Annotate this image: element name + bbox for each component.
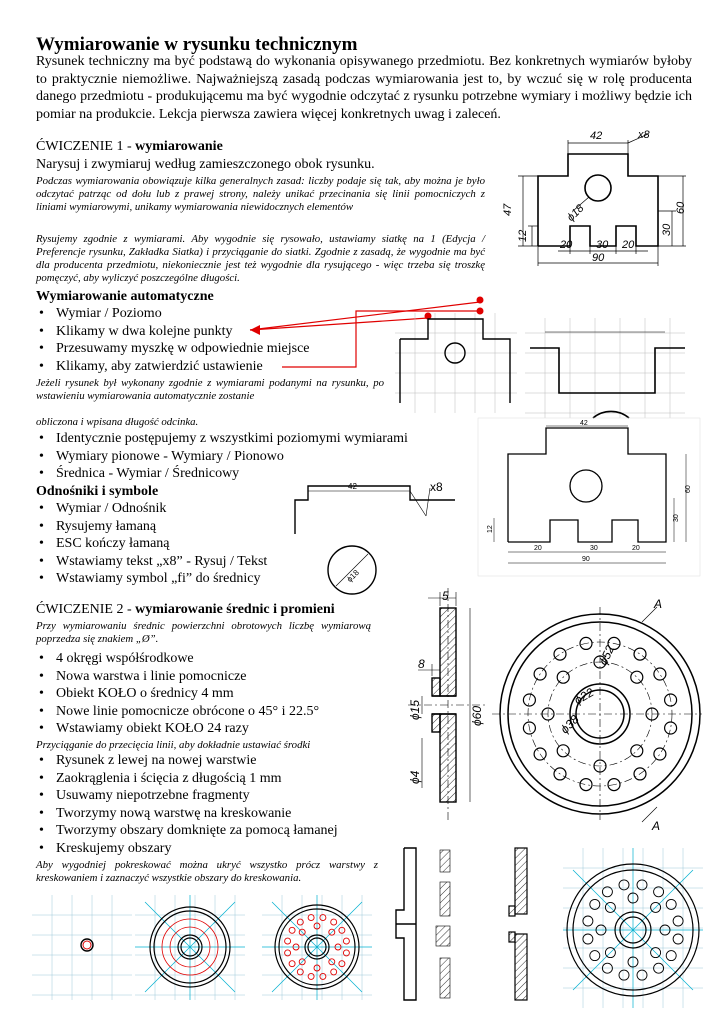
- list-item: • Rysujemy łamaną: [36, 518, 267, 536]
- hole-circle: [331, 969, 337, 975]
- list-item: • Średnica - Wymiar / Średnicowy: [36, 465, 408, 483]
- hole-circle: [634, 648, 646, 660]
- hole-circle: [331, 919, 337, 925]
- list-item: • Wstawiamy obiekt KOŁO 24 razy: [36, 720, 319, 738]
- dimension-x8: x8: [638, 129, 650, 141]
- list-item: • Wymiar / Odnośnik: [36, 500, 267, 518]
- page-title: Wymiarowanie w rysunku technicznym: [36, 34, 358, 55]
- dimension-30: 30: [596, 239, 609, 251]
- hole-circle: [619, 880, 629, 890]
- list-item: • Nowe linie pomocnicze obrócone o 45° i 22.5°: [36, 703, 319, 721]
- list-item: • Nowa warstwa i linie pomocnicze: [36, 668, 319, 686]
- list-item: • Zaokrąglenia i ścięcia z długością 1 mm: [36, 770, 338, 788]
- exercise-2-steps-2: [36, 752, 338, 858]
- dimension-60: 60: [675, 201, 687, 214]
- dimension-42: 42: [590, 130, 603, 142]
- dimension-diameter-38: ϕ38: [557, 712, 582, 737]
- flange-section-drawing: [398, 588, 490, 820]
- dimension-diameter-22: ϕ22: [571, 685, 597, 708]
- marker-dot: [477, 297, 484, 304]
- auto-dimension-heading: Wymiarowanie automatyczne: [36, 289, 214, 304]
- hole-circle: [308, 915, 314, 921]
- hole-circle: [583, 934, 593, 944]
- snap-note: Przyciąganie do przecięcia linii, aby dokładnie ustawiać środki: [36, 739, 311, 751]
- section-marker-A-top: A: [654, 597, 663, 611]
- dimension-30: 30: [590, 545, 598, 552]
- list-item: • Tworzymy obszary domknięte za pomocą łamanej: [36, 822, 338, 840]
- list-item: • Wstawiamy symbol „fi” do średnicy: [36, 570, 267, 588]
- list-item: • Usuwamy niepotrzebne fragmenty: [36, 787, 338, 805]
- list-item: • Wstawiamy tekst „x8” - Rysuj / Tekst: [36, 553, 267, 571]
- dimension-diameter-15: ϕ15: [408, 699, 422, 720]
- dimension-47: 47: [502, 203, 514, 216]
- section-marker-A-bottom: A: [652, 819, 661, 833]
- list-item: • Klikamy w dwa kolejne punkty: [36, 323, 310, 341]
- hole-circle: [619, 970, 629, 980]
- dimension-diameter-18: ϕ18: [345, 568, 361, 584]
- hole-circle: [654, 748, 666, 760]
- step-thumbnail-final: [563, 848, 703, 1008]
- list-item: • Rysunek z lewej na nowej warstwie: [36, 752, 338, 770]
- exercise-2-note: Przy wymiarowaniu średnic powierzchni obrotowych liczbę wymiarową poprzedza się znakiem „Ø”.: [36, 620, 371, 645]
- list-item: • Przesuwamy myszkę w odpowiednie miejsce: [36, 340, 310, 358]
- dimension-5: 5: [442, 589, 449, 603]
- hole-circle: [590, 951, 600, 961]
- dimension-42: 42: [580, 420, 588, 427]
- auto-dimension-snapshot: [395, 313, 517, 413]
- dimension-diameter-60: ϕ60: [470, 705, 484, 726]
- dimension-8: 8: [418, 657, 425, 671]
- dimension-90: 90: [582, 556, 590, 563]
- dimension-diameter-52: ϕ52: [596, 643, 618, 668]
- hole-circle: [631, 671, 643, 683]
- hole-circle: [297, 919, 303, 925]
- references-heading: Odnośniki i symbole: [36, 484, 159, 499]
- step-thumbnail-hatch-areas: [432, 840, 462, 1010]
- list-item: • Obiekt KOŁO o średnicy 4 mm: [36, 685, 319, 703]
- hole-circle: [557, 745, 569, 757]
- hole-circle: [580, 779, 592, 791]
- list-item: • Kreskujemy obszary: [36, 840, 338, 858]
- hole-circle: [637, 880, 647, 890]
- hole-circle: [320, 973, 326, 979]
- exercise-1-title: wymiarowanie: [135, 139, 223, 154]
- hole-circle: [343, 938, 349, 944]
- exercise-1-label: ĆWICZENIE 1 -: [36, 139, 136, 154]
- dimension-diameter-4: ϕ4: [408, 770, 422, 784]
- list-item: • Identycznie postępujemy z wszystkimi poziomymi wymiarami: [36, 430, 408, 448]
- hole-circle: [554, 648, 566, 660]
- dimensioned-screen-drawing: [478, 418, 700, 576]
- dimension-90: 90: [592, 252, 605, 264]
- intro-paragraph: Rysunek techniczny ma być podstawą do wykonania opisywanego przedmiotu. Bez konkretnych wymiarów byłoby to praktycznie niemożliwe. Najważniejszą zasadą podczas wymiarowania jest to, by wczuć się w rolę producenta danego przedmiotu - produkującemu ma być wygodnie odczytać z rysunku potrzebne wymiary i możliwy będzie ich pomiar na produkcie. Lekcja pierwsza zawiera więcej konkretnych uwag i zaleceń.: [36, 54, 692, 122]
- dimension-30-right: 30: [661, 223, 673, 236]
- dimension-12: 12: [517, 229, 529, 242]
- hole-circle: [289, 961, 295, 967]
- dimension-20-left: 20: [560, 239, 573, 251]
- hole-circle: [308, 973, 314, 979]
- dimension-12: 12: [487, 525, 494, 533]
- reference-x8: x8: [430, 480, 443, 494]
- list-item: • Tworzymy nową warstwę na kreskowanie: [36, 805, 338, 823]
- auto-dimension-note-end: obliczona i wpisana długość odcinka.: [36, 416, 199, 428]
- hole-circle: [666, 951, 676, 961]
- flange-front-drawing: [492, 592, 702, 832]
- hole-circle: [654, 668, 666, 680]
- hole-circle: [637, 970, 647, 980]
- hole-circle: [297, 969, 303, 975]
- dimension-42: 42: [348, 482, 357, 491]
- diameter-symbol-snapshot: [320, 540, 385, 600]
- step-thumbnail-circles: [32, 895, 132, 1000]
- hole-circle: [523, 694, 535, 706]
- hole-circle: [583, 916, 593, 926]
- auto-dimension-note: Jeżeli rysunek był wykonany zgodnie z wymiarami podanymi na rysunku, po wstawieniu wymiarowania automatycznie zostanie: [36, 377, 384, 402]
- exercise-2-title: wymiarowanie średnic i promieni: [135, 602, 335, 617]
- exercise-2-label: ĆWICZENIE 2 -: [36, 602, 136, 617]
- reference-leader-snapshot: [290, 478, 460, 538]
- list-item: • 4 okręgi współśrodkowe: [36, 650, 319, 668]
- hole-circle: [320, 915, 326, 921]
- hole-circle: [285, 938, 291, 944]
- list-item: • Wymiar / Poziomo: [36, 305, 310, 323]
- exercise-2-heading: [36, 602, 335, 618]
- hole-circle: [665, 722, 677, 734]
- exercise-1-task: Narysuj i zwymiaruj według zamieszczonego obok rysunku.: [36, 157, 375, 172]
- dimension-line-snapshot: [525, 318, 685, 418]
- hole-circle: [673, 934, 683, 944]
- dimension-30-right: 30: [673, 514, 680, 522]
- hatching-note: Aby wygodniej pokreskować można ukryć wszystko prócz warstwy z kreskowaniem i zaznaczyć wszystkie obszary do kreskowania.: [36, 859, 378, 884]
- dimension-20-right: 20: [622, 239, 635, 251]
- dimension-20-right: 20: [632, 545, 640, 552]
- hole-circle: [673, 916, 683, 926]
- list-item: • Wymiary pionowe - Wymiary / Pionowo: [36, 448, 408, 466]
- list-item: • Klikamy, aby zatwierdzić ustawienie: [36, 358, 310, 376]
- step-thumbnail-construction: [135, 895, 245, 1000]
- hole-circle: [654, 887, 664, 897]
- exercise-2-steps-1: [36, 650, 319, 738]
- hole-circle: [289, 927, 295, 933]
- list-item: • ESC kończy łamaną: [36, 535, 267, 553]
- exercise-1-note-grid: Rysujemy zgodnie z wymiarami. Aby wygodnie się rysowało, ustawiamy siatkę na 1 (Edycja / Preferencje rysunku, Zakładka Siatka) i przyciąganie do siatki. Zgodnie z zasadą, że wygodnie ma być dla producenta przedmiotu, niekoniecznie jest też wygodnie dla rysującego - więc trzeba się troszkę pomęczyć, aby wyliczyć poszczególne długości.: [36, 233, 485, 284]
- hole-circle: [631, 745, 643, 757]
- exercise-1-note-rules: Podczas wymiarowania obowiązuje kilka generalnych zasad: liczby podaje się tak, aby można je było odczytać patrząc od dołu lub z prawej strony, należy unikać przecinania się linii pomocniczych z liniami wymiarowymi, unikamy wymiarowania niewidocznych elementów: [36, 175, 485, 213]
- hole-circle: [602, 887, 612, 897]
- step-thumbnail-hatched-section: [505, 840, 535, 1008]
- dimension-20-left: 20: [534, 545, 542, 552]
- dimension-60: 60: [685, 485, 692, 493]
- step-thumbnail-holes: [262, 895, 372, 1000]
- dimension-diameter-18: ϕ18: [564, 202, 587, 224]
